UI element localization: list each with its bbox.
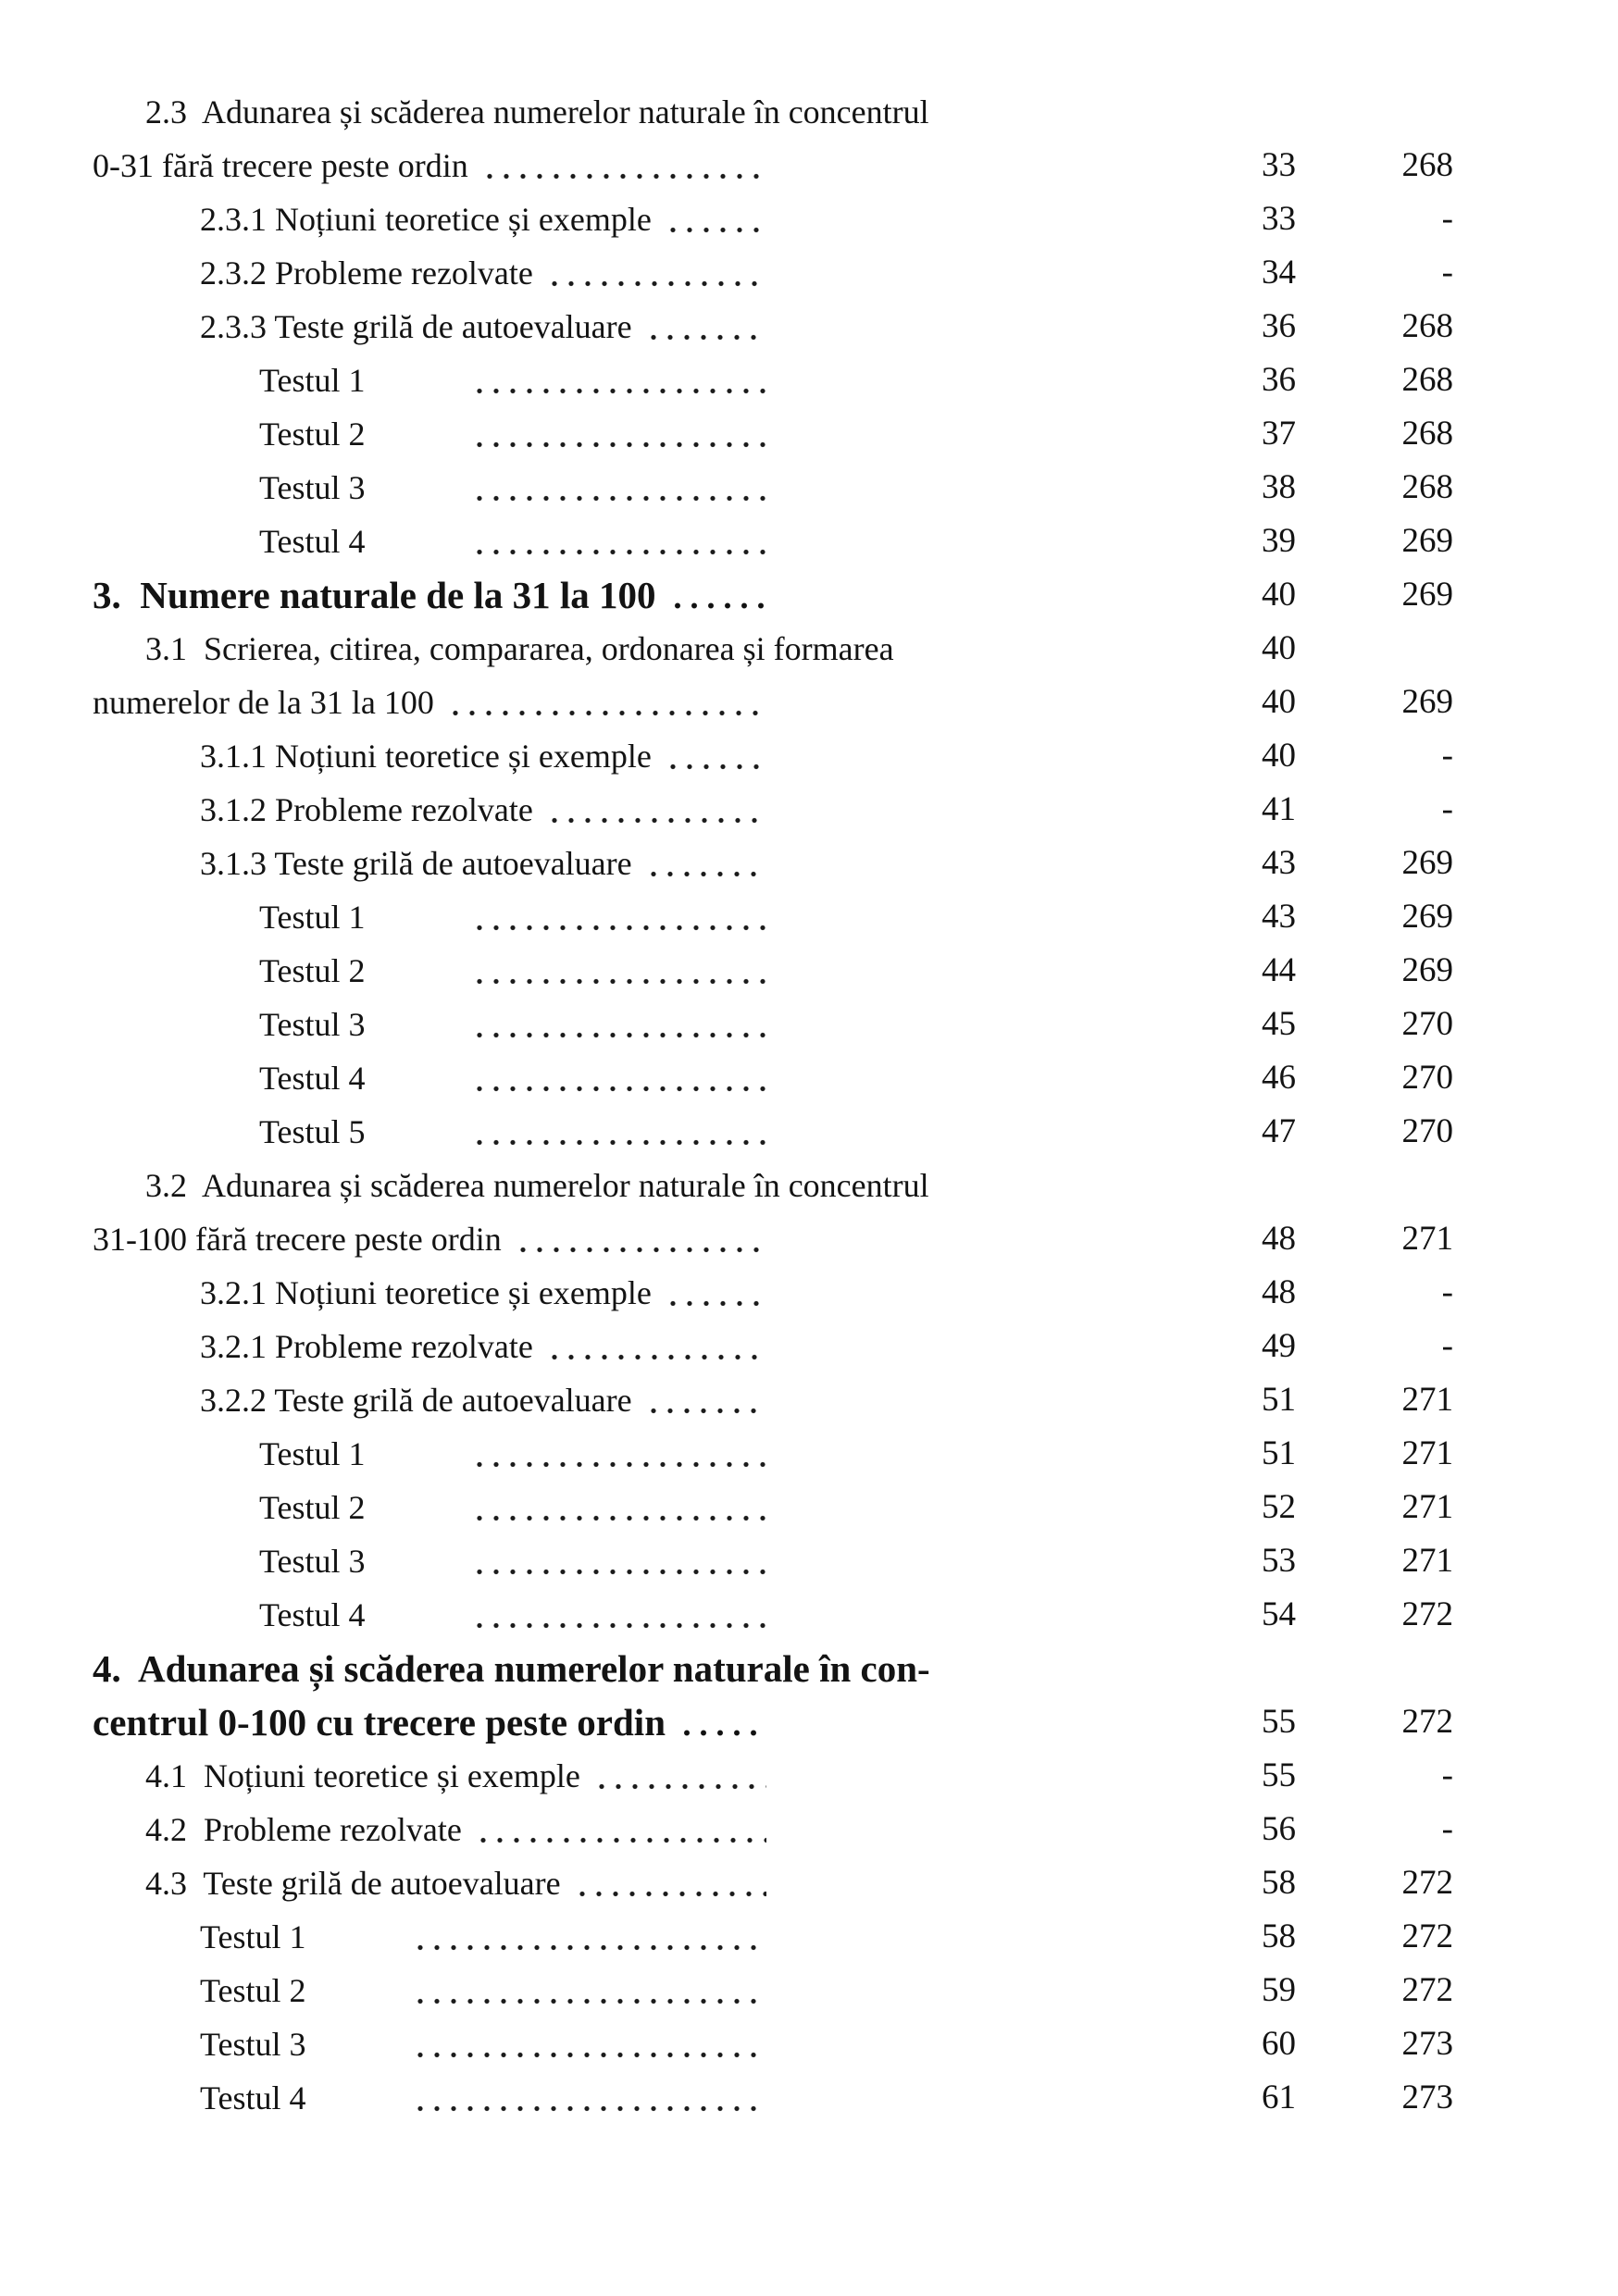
- page-number: 53: [1262, 1542, 1296, 1580]
- toc-entry: [93, 1481, 778, 1534]
- solutions-page-number: [1296, 1159, 1453, 1212]
- toc-row: [93, 1910, 1453, 1964]
- solutions-page-number: 270: [1401, 1059, 1453, 1097]
- toc-entry-text: 4.2 Probleme rezolvate: [145, 1811, 462, 1848]
- page-number: 51: [1262, 1434, 1296, 1472]
- toc-entry-text: 3.1 Scrierea, citirea, compararea, ordonarea și formarea: [145, 630, 894, 667]
- toc-entry: [93, 1588, 778, 1642]
- dot-leader: [471, 1481, 766, 1534]
- page-number: 40: [1262, 683, 1296, 721]
- toc-row: [93, 1105, 1453, 1159]
- toc-row: [93, 515, 1453, 568]
- toc-entry-text: 4.1 Noțiuni teoretice și exemple: [145, 1757, 580, 1794]
- solutions-page-number: 268: [1401, 415, 1453, 453]
- page-number: 43: [1262, 898, 1296, 936]
- toc-entry: [93, 622, 894, 676]
- toc-entry: [93, 1534, 778, 1588]
- toc-entry-text: 3.2.1 Noțiuni teoretice și exemple: [200, 1274, 652, 1311]
- toc-entry-text: Testul 3: [200, 2026, 306, 2063]
- toc-entry-text: Testul 3: [259, 1006, 366, 1043]
- toc-entry: [93, 192, 778, 246]
- toc-row: [93, 1856, 1453, 1910]
- page-number: 54: [1262, 1595, 1296, 1633]
- toc-row: [93, 1481, 1453, 1534]
- toc-entry-text: 4.3 Teste grilă de autoevaluare: [145, 1865, 561, 1902]
- toc-row: [93, 1159, 1453, 1212]
- dot-leader: [412, 2071, 766, 2125]
- toc-entry: [93, 246, 778, 300]
- solutions-page-number: 268: [1401, 146, 1453, 184]
- toc-row: [93, 300, 1453, 354]
- page-number: [778, 85, 1296, 139]
- dot-leader: [481, 139, 766, 192]
- toc-entry: [93, 1266, 778, 1320]
- toc-row: [93, 85, 1453, 139]
- toc-entry: [93, 568, 778, 622]
- toc-row: [93, 837, 1453, 890]
- solutions-page-number: 271: [1401, 1381, 1453, 1419]
- page-number: 37: [1262, 415, 1296, 453]
- page-number: 58: [1262, 1864, 1296, 1902]
- toc-entry: [93, 1320, 778, 1373]
- dot-leader: [471, 1427, 766, 1481]
- solutions-page-number: 268: [1401, 307, 1453, 345]
- page-number: [778, 1159, 1296, 1212]
- page-number: 52: [1262, 1488, 1296, 1526]
- toc-row: [93, 622, 1453, 676]
- toc-row: [93, 568, 1453, 622]
- toc-entry-text: centrul 0-100 cu trecere peste ordin: [93, 1701, 666, 1744]
- solutions-page-number: -: [1441, 1273, 1453, 1311]
- solutions-page-number: [1296, 85, 1453, 139]
- dot-leader: [645, 1373, 766, 1427]
- page-number: [778, 1642, 1296, 1695]
- solutions-page-number: [1296, 1642, 1453, 1695]
- toc-entry: [93, 1159, 929, 1212]
- page-number: 61: [1262, 2079, 1296, 2116]
- dot-leader: [471, 998, 766, 1051]
- toc-entry: [93, 85, 929, 139]
- toc-entry-text: 2.3 Adunarea și scăderea numerelor naturale în concentrul: [145, 93, 929, 130]
- toc-entry-text: Testul 3: [259, 469, 366, 506]
- toc-row: [93, 192, 1453, 246]
- dot-leader: [471, 1105, 766, 1159]
- solutions-page-number: 270: [1401, 1005, 1453, 1043]
- dot-leader: [471, 1588, 766, 1642]
- solutions-page-number: 272: [1401, 1595, 1453, 1633]
- toc-row: [93, 1588, 1453, 1642]
- toc-row: [93, 890, 1453, 944]
- toc-row: [93, 783, 1453, 837]
- dot-leader: [471, 407, 766, 461]
- solutions-page-number: -: [1441, 1810, 1453, 1848]
- toc-entry: [93, 783, 778, 837]
- toc-entry-text: Testul 4: [259, 1596, 366, 1633]
- dot-leader: [471, 1051, 766, 1105]
- dot-leader: [669, 568, 767, 622]
- toc-row: [93, 1534, 1453, 1588]
- page-number: 40: [1262, 737, 1296, 775]
- toc-entry-text: Testul 1: [259, 1435, 366, 1472]
- solutions-page-number: 269: [1401, 844, 1453, 882]
- dot-leader: [665, 192, 766, 246]
- page-number: 56: [1262, 1810, 1296, 1848]
- page-number: 36: [1262, 361, 1296, 399]
- page-number: 55: [1262, 1703, 1296, 1741]
- solutions-page-number: 270: [1401, 1112, 1453, 1150]
- dot-leader: [546, 783, 766, 837]
- solutions-page-number: 272: [1401, 1971, 1453, 2009]
- toc-entry-text: numerelor de la 31 la 100: [93, 684, 434, 721]
- solutions-page-number: 273: [1401, 2079, 1453, 2116]
- toc-entry: [93, 515, 778, 568]
- page-number: 34: [1262, 254, 1296, 292]
- dot-leader: [471, 1534, 766, 1588]
- toc-entry-text: Testul 4: [259, 1060, 366, 1097]
- solutions-page-number: 269: [1401, 683, 1453, 721]
- toc-row: [93, 1320, 1453, 1373]
- solutions-page-number: 269: [1401, 951, 1453, 989]
- toc-row: [93, 676, 1453, 729]
- toc-entry-text: Testul 3: [259, 1543, 366, 1580]
- dot-leader: [665, 1266, 766, 1320]
- page-number: 48: [1262, 1273, 1296, 1311]
- page-number: 58: [1262, 1917, 1296, 1955]
- dot-leader: [447, 676, 766, 729]
- toc-entry: [93, 944, 778, 998]
- dot-leader: [471, 515, 766, 568]
- solutions-page-number: 271: [1401, 1434, 1453, 1472]
- toc-entry-text: 3.1.2 Probleme rezolvate: [200, 791, 533, 828]
- solutions-page-number: 269: [1401, 576, 1453, 614]
- toc-row: [93, 944, 1453, 998]
- toc-row: [93, 354, 1453, 407]
- toc-entry: [93, 1427, 778, 1481]
- dot-leader: [645, 837, 766, 890]
- toc-entry-text: Testul 2: [200, 1972, 306, 2009]
- page-number: 44: [1262, 951, 1296, 989]
- page-number: 40: [1262, 576, 1296, 614]
- toc-row: [93, 407, 1453, 461]
- dot-leader: [593, 1749, 766, 1803]
- page-number: 40: [1262, 629, 1296, 667]
- dot-leader: [412, 1910, 766, 1964]
- page-number: 38: [1262, 468, 1296, 506]
- toc-row: [93, 1695, 1453, 1749]
- toc-entry-text: 31-100 fără trecere peste ordin: [93, 1221, 502, 1258]
- page-number: 60: [1262, 2025, 1296, 2063]
- solutions-page-number: -: [1441, 790, 1453, 828]
- page-number: 33: [1262, 146, 1296, 184]
- solutions-page-number: -: [1441, 737, 1453, 775]
- toc-entry-text: 3.2 Adunarea și scăderea numerelor naturale în concentrul: [145, 1167, 929, 1204]
- dot-leader: [412, 2017, 766, 2071]
- page-number: 43: [1262, 844, 1296, 882]
- page-number: 45: [1262, 1005, 1296, 1043]
- toc-row: [93, 1212, 1453, 1266]
- solutions-page-number: 269: [1401, 898, 1453, 936]
- toc-entry-text: 3.2.2 Teste grilă de autoevaluare: [200, 1382, 632, 1419]
- toc-entry-text: 2.3.3 Teste grilă de autoevaluare: [200, 308, 632, 345]
- dot-leader: [645, 300, 766, 354]
- dot-leader: [471, 354, 766, 407]
- toc-row: [93, 1642, 1453, 1695]
- toc-entry-text: 3.2.1 Probleme rezolvate: [200, 1328, 533, 1365]
- toc-entry-text: 3. Numere naturale de la 31 la 100: [93, 574, 656, 616]
- toc-entry: [93, 139, 778, 192]
- toc-row: [93, 1749, 1453, 1803]
- page-number: 33: [1262, 200, 1296, 238]
- dot-leader: [412, 1964, 766, 2017]
- page-number: 46: [1262, 1059, 1296, 1097]
- dot-leader: [475, 1803, 766, 1856]
- solutions-page-number: 271: [1401, 1488, 1453, 1526]
- solutions-page-number: 273: [1401, 2025, 1453, 2063]
- page-number: 47: [1262, 1112, 1296, 1150]
- dot-leader: [665, 729, 766, 783]
- solutions-page-number: 269: [1401, 522, 1453, 560]
- toc-entry-text: Testul 2: [259, 416, 366, 453]
- solutions-page-number: 272: [1401, 1917, 1453, 1955]
- toc-entry: [93, 407, 778, 461]
- dot-leader: [678, 1695, 766, 1749]
- toc-entry-text: 0-31 fără trecere peste ordin: [93, 147, 468, 184]
- toc-entry: [93, 1695, 778, 1749]
- dot-leader: [471, 461, 766, 515]
- toc-entry: [93, 1749, 778, 1803]
- solutions-page-number: 271: [1401, 1220, 1453, 1258]
- toc-entry: [93, 1803, 778, 1856]
- toc-row: [93, 1803, 1453, 1856]
- toc-entry: [93, 998, 778, 1051]
- toc-row: [93, 246, 1453, 300]
- toc-entry-text: Testul 2: [259, 952, 366, 989]
- toc-row: [93, 1266, 1453, 1320]
- toc-row: [93, 729, 1453, 783]
- toc-row: [93, 1964, 1453, 2017]
- toc-entry: [93, 1856, 778, 1910]
- toc-entry: [93, 1051, 778, 1105]
- toc-row: [93, 1373, 1453, 1427]
- solutions-page-number: -: [1441, 1756, 1453, 1794]
- toc-entry: [93, 837, 778, 890]
- toc-row: [93, 2071, 1453, 2125]
- toc-entry-text: Testul 4: [200, 2079, 306, 2116]
- toc-entry-text: 3.1.1 Noțiuni teoretice și exemple: [200, 738, 652, 775]
- solutions-page-number: -: [1441, 1327, 1453, 1365]
- solutions-page-number: 268: [1401, 361, 1453, 399]
- toc-row: [93, 139, 1453, 192]
- toc-entry: [93, 2071, 778, 2125]
- toc-entry-text: Testul 2: [259, 1489, 366, 1526]
- page-number: 36: [1262, 307, 1296, 345]
- toc-entry-text: Testul 4: [259, 523, 366, 560]
- toc-row: [93, 461, 1453, 515]
- dot-leader: [471, 890, 766, 944]
- page-number: 51: [1262, 1381, 1296, 1419]
- toc-row: [93, 998, 1453, 1051]
- toc-entry: [93, 1105, 778, 1159]
- toc-entry-text: Testul 1: [259, 899, 366, 936]
- toc-entry-text: Testul 1: [200, 1918, 306, 1955]
- solutions-page-number: 272: [1401, 1703, 1453, 1741]
- solutions-page-number: -: [1441, 254, 1453, 292]
- page-number: 59: [1262, 1971, 1296, 2009]
- solutions-page-number: 271: [1401, 1542, 1453, 1580]
- toc-entry: [93, 1910, 778, 1964]
- dot-leader: [546, 1320, 766, 1373]
- toc-entry: [93, 729, 778, 783]
- toc-entry: [93, 354, 778, 407]
- solutions-page-number: 272: [1401, 1864, 1453, 1902]
- toc-entry: [93, 1642, 930, 1695]
- toc-entry: [93, 1212, 778, 1266]
- dot-leader: [574, 1856, 766, 1910]
- toc-entry: [93, 1373, 778, 1427]
- toc-entry: [93, 300, 778, 354]
- dot-leader: [546, 246, 766, 300]
- page-number: 49: [1262, 1327, 1296, 1365]
- toc-entry-text: 2.3.2 Probleme rezolvate: [200, 254, 533, 292]
- toc-entry-text: 2.3.1 Noțiuni teoretice și exemple: [200, 201, 652, 238]
- page-number: 41: [1262, 790, 1296, 828]
- toc-row: [93, 1427, 1453, 1481]
- toc-entry-text: Testul 5: [259, 1113, 366, 1150]
- toc-entry: [93, 890, 778, 944]
- toc-entry: [93, 461, 778, 515]
- toc-row: [93, 1051, 1453, 1105]
- toc-entry-text: Testul 1: [259, 362, 366, 399]
- page-number: 39: [1262, 522, 1296, 560]
- solutions-page-number: [1296, 622, 1453, 676]
- dot-leader: [471, 944, 766, 998]
- toc-entry: [93, 676, 778, 729]
- dot-leader: [515, 1212, 766, 1266]
- toc-entry: [93, 2017, 778, 2071]
- toc-entry-text: 3.1.3 Teste grilă de autoevaluare: [200, 845, 632, 882]
- page-number: 48: [1262, 1220, 1296, 1258]
- solutions-page-number: 268: [1401, 468, 1453, 506]
- toc-list: [93, 85, 1453, 2125]
- toc-row: [93, 2017, 1453, 2071]
- toc-entry: [93, 1964, 778, 2017]
- page-number: 55: [1262, 1756, 1296, 1794]
- toc-entry-text: 4. Adunarea și scăderea numerelor naturale în con-: [93, 1647, 930, 1690]
- solutions-page-number: -: [1441, 200, 1453, 238]
